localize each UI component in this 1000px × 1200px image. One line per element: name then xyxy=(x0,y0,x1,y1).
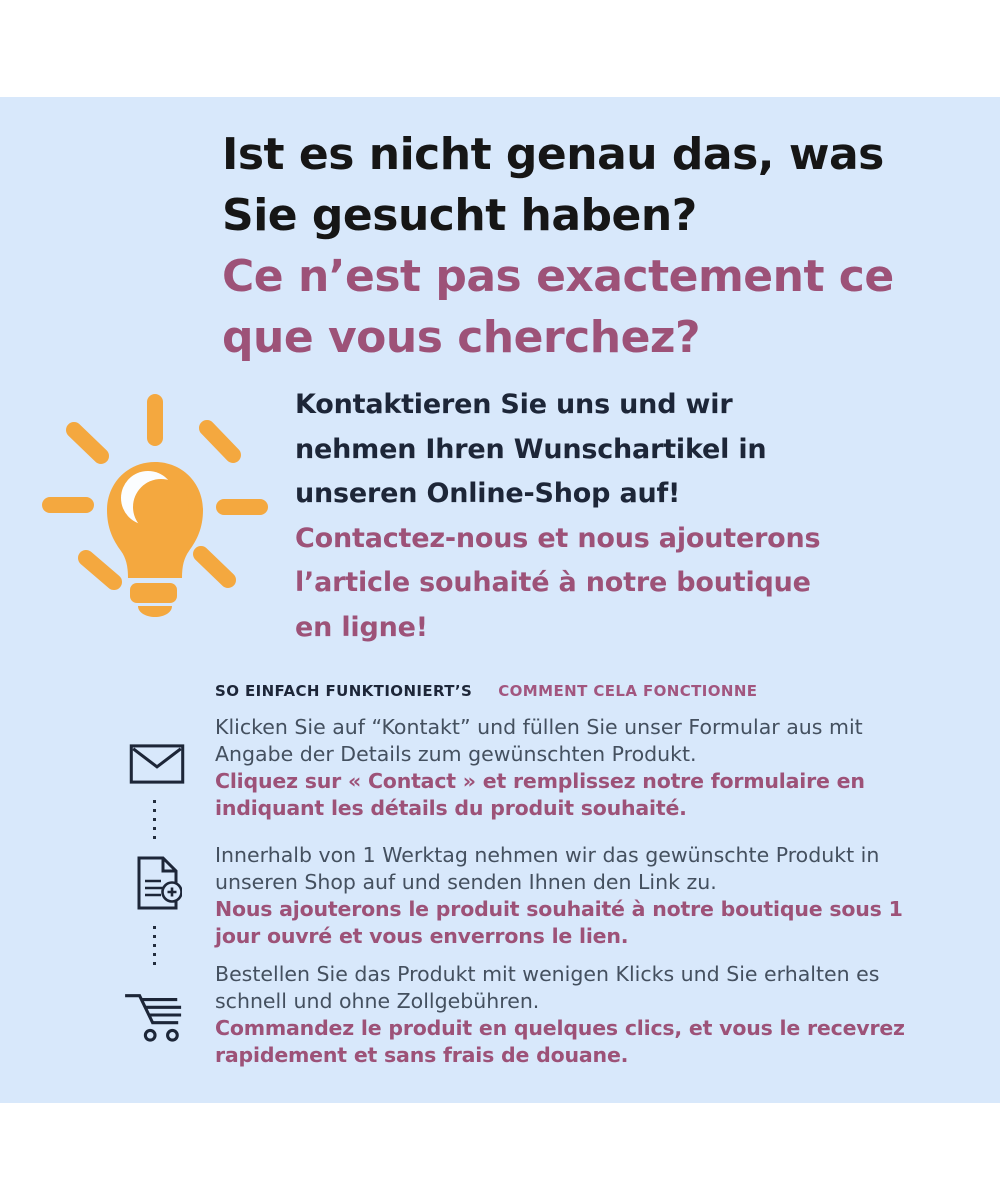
step-2-text-de: Innerhalb von 1 Werktag nehmen wir das gewünschte Produkt in unseren Shop auf und senden Ihnen den Link zu. xyxy=(215,843,880,894)
envelope-icon xyxy=(129,744,185,788)
cart-icon xyxy=(120,987,192,1047)
document-add-icon xyxy=(136,855,182,915)
step-1-text-de: Klicken Sie auf “Kontakt” und füllen Sie unser Formular aus mit Angabe der Details zum gewünschten Produkt. xyxy=(215,715,863,766)
how-it-works-label-de: SO EINFACH FUNKTIONIERT’S xyxy=(215,682,473,700)
headline-fr-line1: Ce n’est pas exactement ce xyxy=(222,251,894,302)
intro-fr-line3: en ligne! xyxy=(295,611,428,643)
lightbulb-icon xyxy=(40,388,268,620)
step-2-text-fr: Nous ajouterons le produit souhaité à notre boutique sous 1 jour ouvré et vous enverrons le lien. xyxy=(215,897,903,948)
intro-text xyxy=(295,383,935,650)
step-3-text-fr: Commandez le produit en quelques clics, et vous le recevrez rapidement et sans frais de douane. xyxy=(215,1016,905,1067)
dotted-connector xyxy=(153,926,156,966)
step-1 xyxy=(215,714,943,822)
headline-de-line1: Ist es nicht genau das, was xyxy=(222,129,884,180)
how-it-works-label-fr: COMMENT CELA FONCTIONNE xyxy=(498,682,758,700)
intro-de-line3: unseren Online-Shop auf! xyxy=(295,478,681,509)
intro-de-line2: nehmen Ihren Wunschartikel in xyxy=(295,433,767,465)
intro-de-line1: Kontaktieren Sie uns und wir xyxy=(295,389,733,420)
how-it-works-label xyxy=(215,682,757,700)
step-2 xyxy=(215,842,943,950)
intro-fr-line1: Contactez-nous et nous ajouterons xyxy=(295,522,821,554)
headline xyxy=(222,124,952,368)
step-1-text-fr: Cliquez sur « Contact » et remplissez notre formulaire en indiquant les détails du produit souhaité. xyxy=(215,769,865,820)
headline-fr-line2: que vous cherchez? xyxy=(222,312,701,363)
dotted-connector xyxy=(153,800,156,840)
step-3-text-de: Bestellen Sie das Produkt mit wenigen Klicks und Sie erhalten es schnell und ohne Zollgebühren. xyxy=(215,962,880,1013)
step-3 xyxy=(215,961,943,1069)
intro-fr-line2: l’article souhaité à notre boutique xyxy=(295,567,811,598)
headline-de-line2: Sie gesucht haben? xyxy=(222,190,697,241)
